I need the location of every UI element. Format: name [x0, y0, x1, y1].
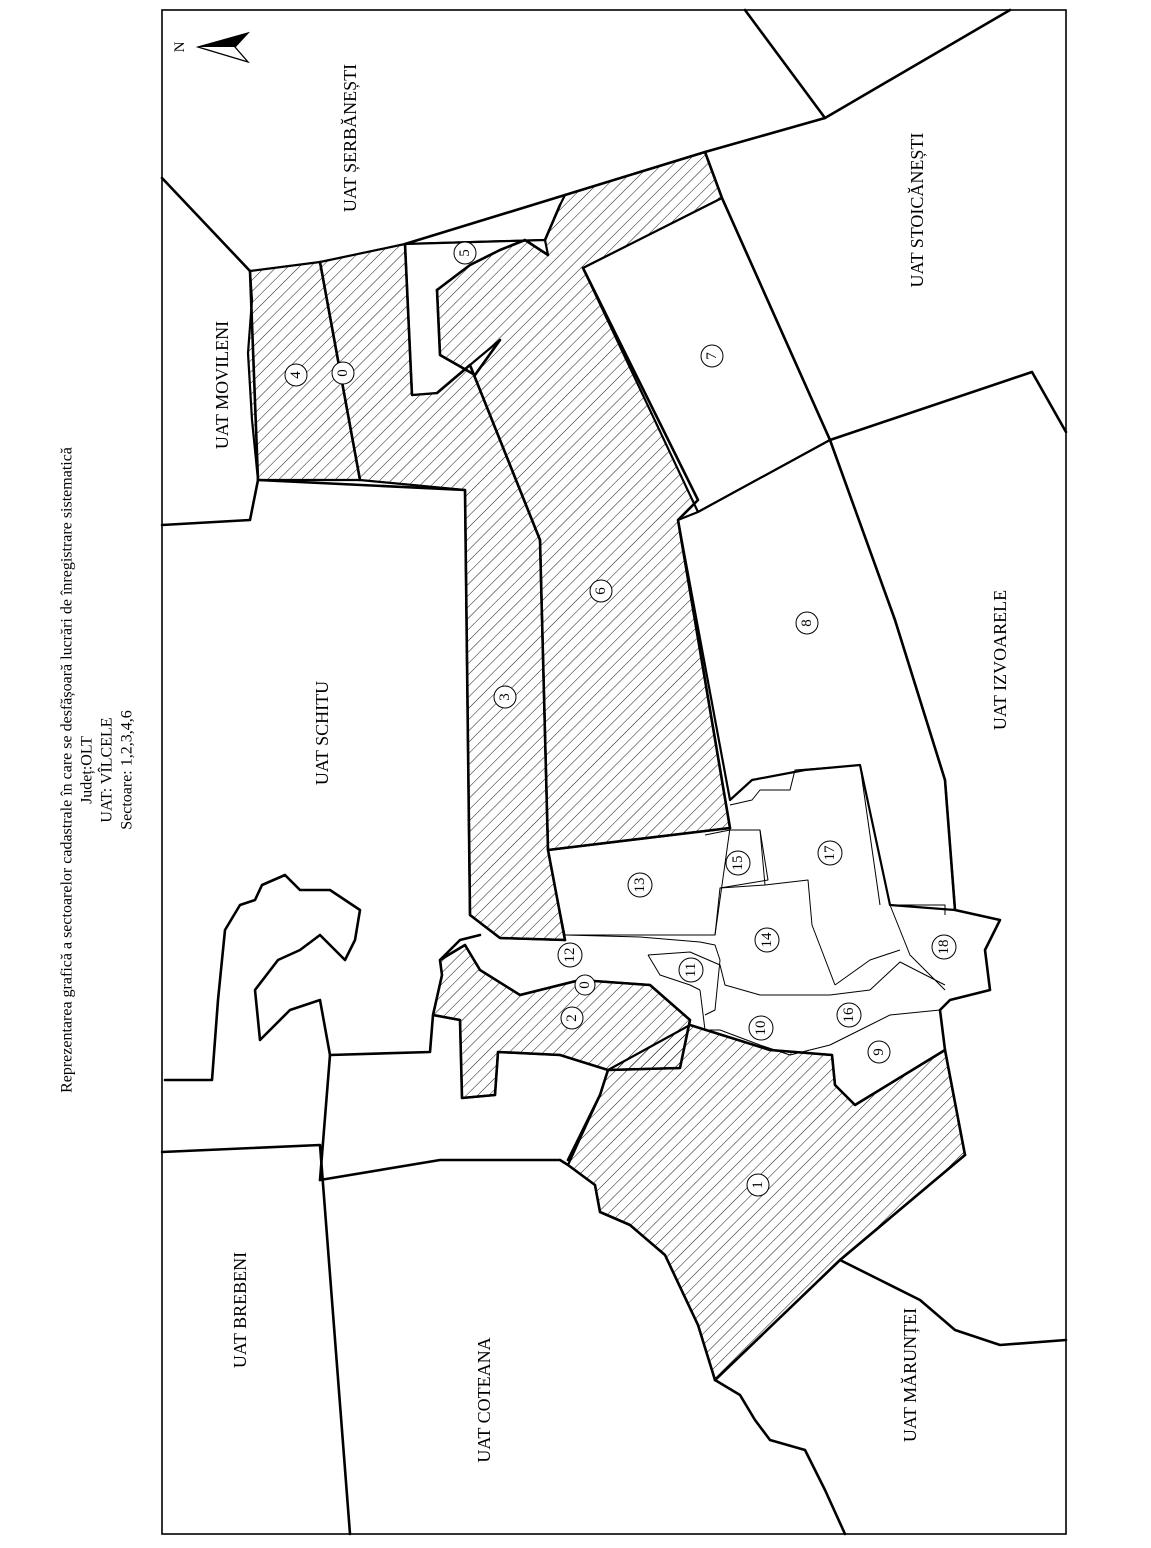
sector-label-17	[818, 841, 842, 865]
uat-label-coteana: UAT COTEANA	[474, 1337, 494, 1463]
sector-label-9	[868, 1041, 890, 1063]
uat-label-serbanesti: UAT ȘERBĂNEȘTI	[340, 63, 360, 213]
uat-label-movileni: UAT MOVILENI	[212, 320, 232, 450]
sector-label-7	[701, 345, 723, 367]
svg-text:6: 6	[593, 587, 609, 595]
svg-text:7: 7	[704, 352, 720, 360]
uat-label-stoicanesti: UAT STOICĂNEȘTI	[907, 132, 927, 288]
svg-text:1: 1	[750, 1181, 766, 1189]
svg-text:15: 15	[730, 855, 746, 871]
sector-label-13	[628, 873, 652, 897]
sector-label-16	[837, 1003, 861, 1027]
sector-label-15	[726, 851, 750, 875]
uat-label-maruntei: UAT MĂRUNȚEI	[900, 1307, 920, 1443]
sector-label-11	[679, 958, 703, 982]
svg-text:11: 11	[683, 962, 699, 978]
svg-text:17: 17	[822, 845, 838, 861]
svg-text:12: 12	[562, 947, 578, 963]
svg-text:10: 10	[753, 1020, 769, 1036]
svg-text:0: 0	[577, 981, 593, 989]
sector-label-0a	[332, 362, 354, 384]
title-line-3: UAT: VÎLCELE	[98, 717, 116, 823]
title-block	[59, 447, 136, 1093]
sector-label-5	[454, 242, 476, 264]
svg-text:3: 3	[497, 693, 513, 701]
sector-label-2	[561, 1007, 583, 1029]
north-arrow	[172, 33, 248, 62]
title-line-1: Reprezentarea grafică a sectoarelor cadastrale în care se desfășoară lucrări de înregistrare sistematică	[58, 447, 76, 1093]
svg-text:14: 14	[759, 932, 775, 948]
sector-label-0b	[575, 975, 595, 995]
sector-label-12	[558, 943, 582, 967]
svg-text:9: 9	[871, 1048, 887, 1056]
title-line-2: Județ:OLT	[78, 736, 96, 804]
sector-label-14	[755, 928, 779, 952]
svg-text:0: 0	[335, 369, 351, 377]
svg-text:4: 4	[288, 371, 304, 379]
uat-label-izvoarele: UAT IZVOARELE	[990, 589, 1010, 731]
svg-text:18: 18	[936, 939, 952, 955]
sector-label-3	[494, 686, 516, 708]
sector-label-18	[932, 935, 956, 959]
svg-text:8: 8	[799, 619, 815, 627]
svg-text:16: 16	[841, 1007, 857, 1023]
sector-label-6	[590, 580, 612, 602]
sector-label-8	[796, 612, 818, 634]
sector-label-10	[749, 1016, 773, 1040]
sector-label-1	[747, 1174, 769, 1196]
svg-text:13: 13	[632, 877, 648, 893]
uat-label-schitu: UAT SCHITU	[312, 680, 332, 786]
title-line-4: Sectoare: 1,2,3,4,6	[118, 710, 136, 830]
svg-text:5: 5	[457, 249, 473, 257]
svg-text:2: 2	[564, 1014, 580, 1022]
north-letter: N	[172, 41, 188, 53]
uat-label-brebeni: UAT BREBENI	[230, 1251, 250, 1369]
sector-label-4	[285, 364, 307, 386]
